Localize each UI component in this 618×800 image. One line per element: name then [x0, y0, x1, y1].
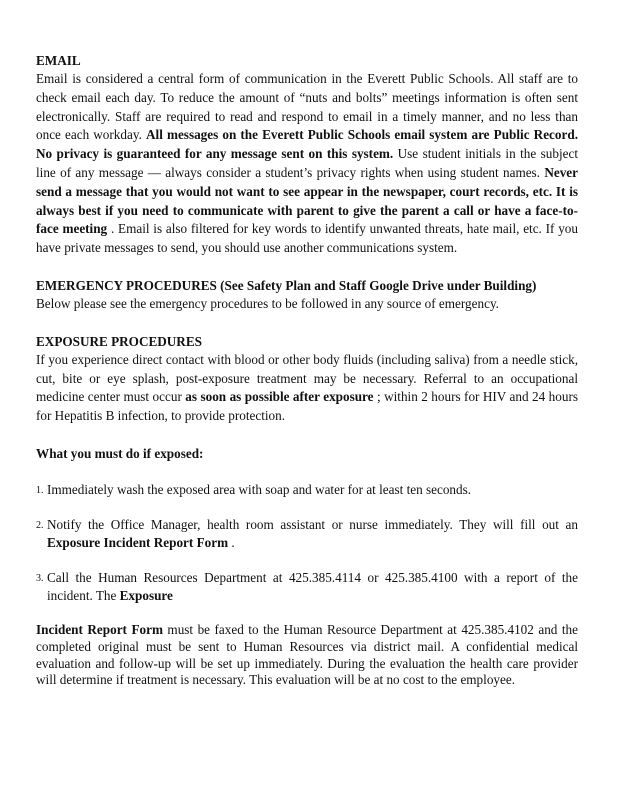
email-never-send-notice: Never send a message that you would not want to see appear in the newspaper, court records, etc. It is always best if you need to communicate with parent to give the parent a call or have a face-to-face meeting — [36, 164, 578, 237]
email-section — [36, 52, 578, 258]
exposure-paragraph — [36, 351, 578, 426]
list-item-text — [47, 516, 578, 552]
list-item-number: 3. — [36, 572, 44, 584]
exposure-heading: EXPOSURE PROCEDURES — [36, 333, 202, 349]
email-public-record-notice: All messages on the Everett Public Schools email system are Public Record. No privacy is guaranteed for any message sent on this system. — [36, 127, 578, 162]
what-you-must-do-section — [36, 445, 578, 605]
list-item-text — [47, 569, 578, 605]
incident-paragraph — [36, 622, 578, 689]
emergency-section — [36, 277, 578, 314]
emergency-heading: EMERGENCY PROCEDURES (See Safety Plan and Staff Google Drive under Building) — [36, 277, 537, 293]
step-2-after: . — [228, 534, 235, 550]
step-3-text: Call the Human Resources Department at 425.385.4114 or 425.385.4100 with a report of the incident. The — [47, 569, 578, 603]
incident-text: must be faxed to the Human Resource Department at 425.385.4102 and the completed original must be sent to Human Resources via district mail. A confidential medical evaluation and follow-up will be set up immediately. During the evaluation the health care provider will determine if treatment is necessary. This evaluation will be at no cost to the employee. — [36, 621, 578, 688]
exposure-text-1: If you experience direct contact with blood or other body fluids (including saliva) from a needle stick, cut, bite or eye splash, post-exposure treatment may be necessary. Referral to an occupational medicine center must occur — [36, 351, 578, 405]
exposure-section — [36, 333, 578, 426]
list-item-text — [47, 481, 578, 499]
list-item-number: 2. — [36, 519, 44, 531]
incident-report-form-label: Incident Report Form — [36, 621, 163, 637]
step-2-text: Notify the Office Manager, health room assistant or nurse immediately. They will fill out an — [47, 516, 578, 532]
email-paragraph — [36, 70, 578, 258]
emergency-text: Below please see the emergency procedures to be followed in any source of emergency. — [36, 295, 499, 311]
list-item — [36, 516, 578, 552]
step-1-text: Immediately wash the exposed area with soap and water for at least ten seconds. — [47, 481, 472, 497]
list-item — [36, 569, 578, 605]
exposure-text-2: ; within 2 hours for HIV and 24 hours for Hepatitis B infection, to provide protection. — [36, 389, 578, 424]
exposure-steps-list — [36, 481, 578, 605]
document-page — [36, 52, 578, 689]
exposure-asap-notice: as soon as possible after exposure — [185, 389, 374, 405]
step-2-bold: Exposure Incident Report Form — [47, 534, 229, 550]
incident-report-section — [36, 622, 578, 689]
email-text-3: . Email is also filtered for key words to identify unwanted threats, hate mail, etc. If you have private messages to send, you should use another communications system. — [36, 221, 578, 256]
step-3-bold: Exposure — [119, 587, 173, 603]
email-text-2: Use student initials in the subject line of any message — always consider a student’s privacy rights when using student names. — [36, 146, 578, 180]
list-item-number: 1. — [36, 484, 44, 496]
what-you-must-do-heading: What you must do if exposed: — [36, 445, 204, 461]
email-text-1: Email is considered a central form of communication in the Everett Public Schools. All staff are to check email each day. To reduce the amount of “nuts and bolts” meetings information is often sent electronically. Staff are required to read and respond to email in a timely manner, and no less than once each workday. — [36, 71, 578, 143]
list-item — [36, 481, 578, 499]
email-heading: EMAIL — [36, 53, 81, 68]
